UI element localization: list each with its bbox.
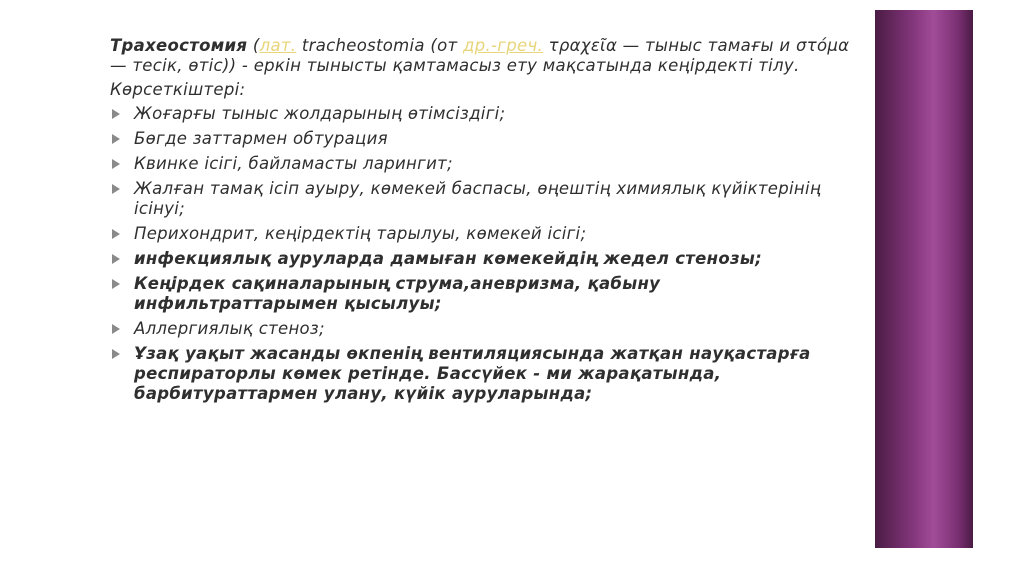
list-item-text: Перихондрит, кеңірдектің тарылуы, көмекей ісігі; xyxy=(134,224,587,243)
arrow-bullet-icon xyxy=(112,324,120,334)
arrow-bullet-icon xyxy=(112,229,120,239)
list-item-text: Жоғарғы тыныс жолдарының өтімсіздігі; xyxy=(134,104,506,123)
intro-latin: tracheostomia (от xyxy=(296,36,463,55)
arrow-bullet-icon xyxy=(112,109,120,119)
list-item-text: Бөгде заттармен обтурация xyxy=(134,129,388,148)
intro-term: Трахеостомия xyxy=(110,36,248,55)
list-item-text: Квинке ісігі, байламасты ларингит; xyxy=(134,154,453,173)
list-item xyxy=(110,154,850,174)
list-item xyxy=(110,129,850,149)
slide-body xyxy=(110,36,850,409)
indications-list xyxy=(110,104,850,404)
list-item xyxy=(110,224,850,244)
list-item-text: Аллергиялық стеноз; xyxy=(134,319,325,338)
arrow-bullet-icon xyxy=(112,134,120,144)
arrow-bullet-icon xyxy=(112,349,120,359)
list-item xyxy=(110,104,850,124)
list-item xyxy=(110,249,850,269)
list-item-text: инфекциялық ауруларда дамыған көмекейдің жедел стенозы; xyxy=(134,249,762,268)
arrow-bullet-icon xyxy=(112,184,120,194)
lat-link[interactable]: лат. xyxy=(259,36,297,55)
arrow-bullet-icon xyxy=(112,279,120,289)
list-item xyxy=(110,319,850,339)
greek-link[interactable]: др.-греч. xyxy=(462,36,544,55)
list-item xyxy=(110,344,850,404)
intro-open: ( xyxy=(247,36,260,55)
list-item-text: Жалған тамақ ісіп ауыру, көмекей баспасы, өңештің химиялық күйіктерінің ісінуі; xyxy=(134,179,822,218)
list-item-text: Ұзақ уақыт жасанды өкпенің вентиляциясында жатқан науқастарға респираторлы көмек ретінде. Бассүйек - ми жарақатында, барбитураттармен улану, күйік ауруларында; xyxy=(134,344,811,403)
intro-paragraph xyxy=(110,36,850,76)
decorative-purple-panel xyxy=(875,10,973,548)
intro-rest: τραχεῖα — тыныс тамағы и στόμα — тесік, өтіс)) - еркін тынысты қамтамасыз ету мақсатында кеңірдекті тілу. xyxy=(110,36,850,75)
list-item xyxy=(110,179,850,219)
list-item-text: Кеңірдек сақиналарының струма,аневризма, қабыну инфильтраттарымен қысылуы; xyxy=(134,274,661,313)
arrow-bullet-icon xyxy=(112,159,120,169)
indications-heading: Көрсеткіштері: xyxy=(110,80,246,99)
list-item xyxy=(110,274,850,314)
arrow-bullet-icon xyxy=(112,254,120,264)
